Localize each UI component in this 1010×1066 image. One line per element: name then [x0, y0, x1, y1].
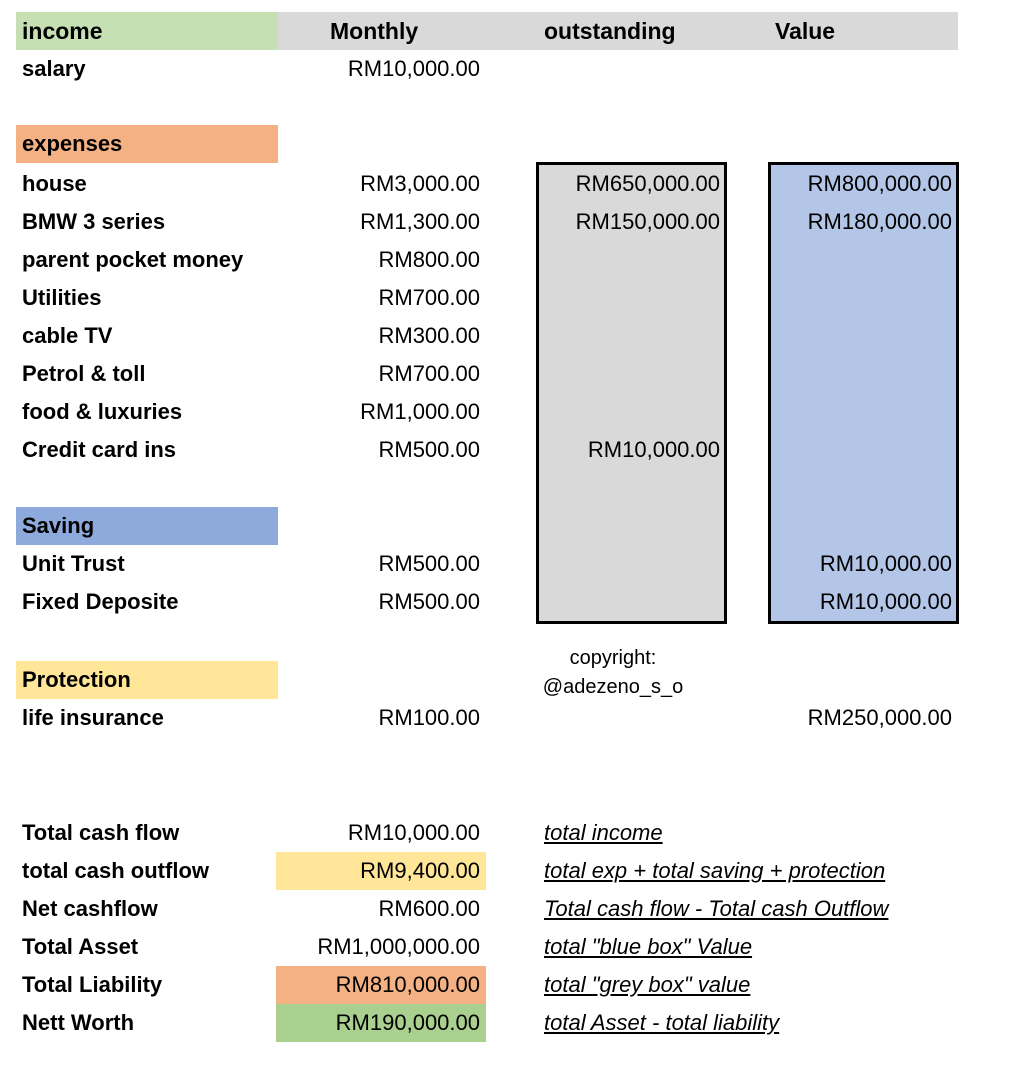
saving-monthly: RM500.00 — [378, 551, 480, 576]
summary-note: total income — [544, 820, 663, 845]
summary-amount: RM810,000.00 — [335, 972, 480, 997]
expense-label: cable TV — [22, 323, 113, 348]
expense-label: food & luxuries — [22, 399, 183, 424]
outstanding-column-header: outstanding — [544, 18, 676, 44]
protection-monthly: RM100.00 — [378, 705, 480, 730]
expense-value: RM800,000.00 — [807, 171, 952, 196]
expense-label: Credit card ins — [22, 437, 177, 462]
protection-value: RM250,000.00 — [807, 705, 952, 730]
salary-monthly: RM10,000.00 — [347, 56, 480, 81]
expense-monthly: RM300.00 — [378, 323, 480, 348]
expense-monthly: RM3,000.00 — [360, 171, 480, 196]
summary-label: total cash outflow — [22, 858, 209, 883]
expense-value: RM180,000.00 — [807, 209, 952, 234]
saving-value: RM10,000.00 — [819, 589, 952, 614]
summary-note: total "blue box" Value — [544, 934, 753, 959]
summary-amount: RM190,000.00 — [335, 1010, 480, 1035]
expense-label: Utilities — [22, 285, 102, 310]
summary-label: Nett Worth — [22, 1010, 135, 1035]
copyright-note — [500, 644, 726, 702]
expense-monthly: RM500.00 — [378, 437, 480, 462]
saving-value: RM10,000.00 — [819, 551, 952, 576]
value-column-header: Value — [775, 18, 836, 44]
expense-outstanding: RM650,000.00 — [575, 171, 720, 196]
summary-label: Net cashflow — [22, 896, 158, 921]
monthly-column-header: Monthly — [330, 18, 419, 44]
summary-label: Total Liability — [22, 972, 163, 997]
summary-label: Total cash flow — [22, 820, 180, 845]
summary-note: total Asset - total liability — [544, 1010, 780, 1035]
salary-label: salary — [22, 56, 86, 81]
saving-monthly: RM500.00 — [378, 589, 480, 614]
expense-monthly: RM1,300.00 — [360, 209, 480, 234]
expense-monthly: RM1,000.00 — [360, 399, 480, 424]
expense-label: Petrol & toll — [22, 361, 146, 386]
saving-label: Fixed Deposite — [22, 589, 179, 614]
expense-label: parent pocket money — [22, 247, 244, 272]
expenses-header-label: expenses — [22, 131, 123, 156]
expense-monthly: RM800.00 — [378, 247, 480, 272]
saving-label: Unit Trust — [22, 551, 125, 576]
summary-amount: RM10,000.00 — [347, 820, 480, 845]
expense-outstanding: RM150,000.00 — [575, 209, 720, 234]
expense-monthly: RM700.00 — [378, 285, 480, 310]
expense-monthly: RM700.00 — [378, 361, 480, 386]
expense-label: BMW 3 series — [22, 209, 166, 234]
saving-header-label: Saving — [22, 513, 95, 538]
income-header-label: income — [22, 18, 103, 44]
copyright-line-2: @adezeno_s_o — [542, 676, 684, 698]
protection-label: life insurance — [22, 705, 164, 730]
summary-note: total "grey box" value — [544, 972, 751, 997]
summary-note: Total cash flow - Total cash Outflow — [544, 896, 889, 921]
copyright-line-1: copyright: — [569, 647, 657, 669]
summary-amount: RM1,000,000.00 — [317, 934, 480, 959]
summary-amount: RM9,400.00 — [360, 858, 480, 883]
summary-amount: RM600.00 — [378, 896, 480, 921]
summary-note: total exp + total saving + protection — [544, 858, 886, 883]
expense-label: house — [22, 171, 87, 196]
expense-outstanding: RM10,000.00 — [587, 437, 720, 462]
protection-header-label: Protection — [22, 667, 131, 692]
summary-label: Total Asset — [22, 934, 139, 959]
